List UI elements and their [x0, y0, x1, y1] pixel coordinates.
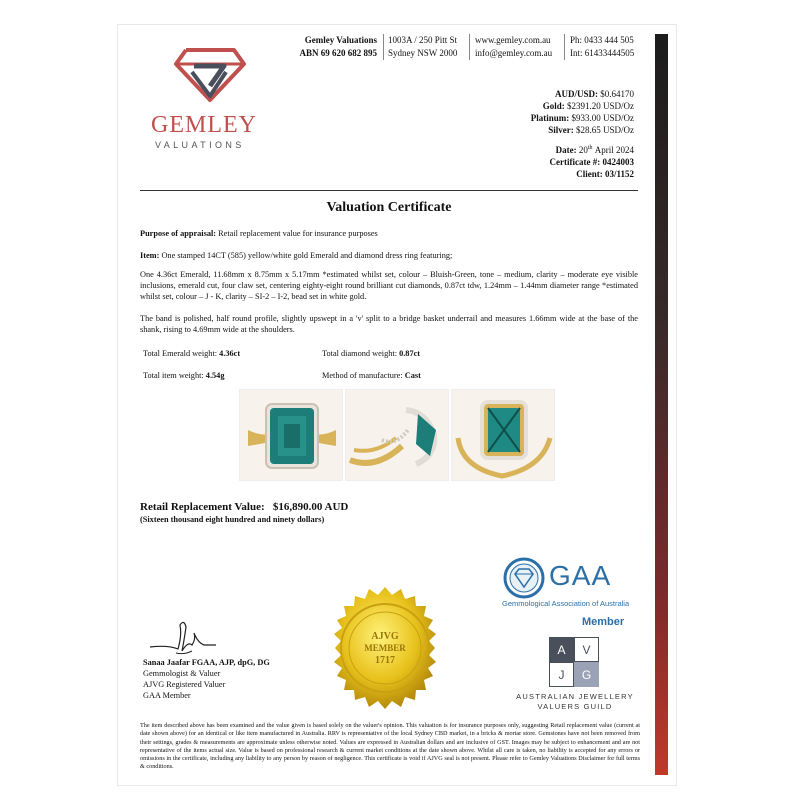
contact-web: [475, 34, 552, 60]
company-name: Gemley Valuations: [304, 35, 377, 45]
client-number: 03/1152: [604, 169, 634, 179]
seal-line-3: 1717: [375, 655, 395, 666]
silver-label: Silver:: [548, 125, 574, 135]
item-text: One stamped 14CT (585) yellow/white gold Emerald and diamond dress ring featuring;: [161, 251, 453, 260]
email-link[interactable]: info@gemley.com.au: [475, 48, 553, 58]
diamond-weight: [322, 349, 420, 358]
date-day: 20: [578, 145, 588, 155]
emerald-weight: [143, 349, 240, 358]
date-suffix: th: [587, 145, 593, 151]
ring-photo-back: [451, 389, 555, 481]
method-value: Cast: [404, 371, 421, 380]
signer-name: Sanaa Jaafar FGAA, AJP, dpG, DG: [143, 658, 270, 667]
retail-value-words: (Sixteen thousand eight hundred and ninety dollars): [140, 515, 325, 524]
item-weight-label: Total item weight:: [143, 371, 204, 380]
retail-value: [140, 501, 348, 513]
ajvg-logo: [549, 637, 599, 687]
certificate-meta: [550, 142, 634, 180]
emerald-weight-value: 4.36ct: [219, 349, 241, 358]
divider: [383, 34, 384, 60]
ajvg-name-line-1: AUSTRALIAN JEWELLERY: [516, 692, 634, 701]
seal-line-1: AJVG: [371, 631, 399, 642]
emerald-weight-label: Total Emerald weight:: [143, 349, 218, 358]
manufacture-method: [322, 371, 421, 380]
contact-phone: [570, 34, 634, 60]
signer-role-1: Gemmologist & Valuer: [143, 669, 221, 678]
website-link[interactable]: www.gemley.com.au: [475, 35, 551, 45]
item-weight-value: 4.54g: [205, 371, 225, 380]
logo-subtitle: VALUATIONS: [155, 140, 245, 150]
ajvg-letter-j: J: [549, 662, 574, 687]
date-label: Date:: [555, 145, 577, 155]
purpose-label: Purpose of appraisal:: [140, 229, 217, 238]
retail-value-label: Retail Replacement Value:: [140, 501, 265, 513]
edge-color-bar: [655, 34, 668, 775]
address-line-1: 1003A / 250 Pitt St: [388, 35, 458, 45]
certificate-number: 0424003: [602, 157, 634, 167]
date-rest: April 2024: [594, 145, 634, 155]
platinum-value: $933.00 USD/Oz: [571, 113, 634, 123]
divider: [469, 34, 470, 60]
aud-usd-value: $0.64170: [600, 89, 634, 99]
gold-value: $2391.20 USD/Oz: [567, 101, 634, 111]
certificate-label: Certificate #:: [549, 157, 601, 167]
diamond-weight-value: 0.87ct: [399, 349, 421, 358]
signer-role-2: AJVG Registered Valuer: [143, 680, 226, 689]
ajvg-letter-v: V: [574, 637, 599, 662]
client-label: Client:: [576, 169, 603, 179]
ajvg-name-line-2: VALUERS GUILD: [537, 702, 613, 711]
signature-image: [148, 615, 218, 657]
company-abn: ABN 69 620 682 895: [299, 48, 377, 58]
address-line-2: Sydney NSW 2000: [388, 48, 458, 58]
platinum-label: Platinum:: [530, 113, 570, 123]
contact-company: [293, 34, 377, 60]
seal-line-2: MEMBER: [364, 643, 406, 653]
retail-value-amount: $16,890.00 AUD: [272, 501, 349, 513]
gaa-diamond-icon: [502, 557, 546, 599]
intl-number: Int: 61433444505: [570, 48, 635, 58]
ajvg-gold-seal: [322, 585, 448, 711]
gold-label: Gold:: [542, 101, 565, 111]
header-rule: [140, 190, 638, 191]
certificate-title: Valuation Certificate: [326, 200, 452, 215]
contact-address: [388, 34, 457, 60]
gem-logo-icon: [172, 42, 248, 104]
item-weight: [143, 371, 224, 380]
silver-value: $28.65 USD/Oz: [576, 125, 634, 135]
purpose-text: Retail replacement value for insurance purposes: [218, 229, 378, 238]
logo-name: GEMLEY: [151, 112, 257, 138]
ring-photo-top: [239, 389, 343, 481]
phone-number: Ph: 0433 444 505: [570, 35, 634, 45]
gaa-logo-text: GAA: [549, 560, 612, 591]
purpose-line: [140, 228, 638, 239]
item-label: Item:: [140, 251, 160, 260]
disclaimer-text: The item described above has been examined and the value given is based solely on the valuer's opinion. This valuation is for insurance purposes only, suggesting Retail replacement value (current at date shown above) for an identical or like item manufactured in Australia. RRV is representative of the local Sydney CBD market, in a bricks & mortar store. Gemstones have not been removed from their settings, grades & measurements are approximate unless otherwise noted. Values are expressed in Australian dollars and are inclusive of GST. Images may be subject to enhancement and are not representative of the items actual size. Value is based on professional research & current market conditions at the date shown above. Whilst all care is taken, no liability is accepted for any errors or omissions in the certificate, including any liability to any person by reason of negligence. This certificate is void if AJVG seal is not present. Please refer to Gemley Valuations Disclaimer for full terms & conditions.: [140, 722, 640, 771]
ajvg-letter-a: A: [549, 637, 574, 662]
band-paragraph: The band is polished, half round profile, slightly upswept in a 'v' split to a bridge basket underrail and measures 1.66mm wide at the base of the shank, rising to 4.69mm wide at the shoulders.: [140, 314, 638, 334]
ring-photo-side: [345, 389, 449, 481]
aud-usd-label: AUD/USD:: [554, 89, 598, 99]
ajvg-letter-g: G: [574, 662, 599, 687]
method-label: Method of manufacture:: [322, 371, 403, 380]
signer-block: [143, 657, 270, 701]
item-line: [140, 250, 638, 261]
gaa-member-label: Member: [582, 616, 625, 628]
metal-rates: [531, 88, 634, 136]
description-paragraph: One 4.36ct Emerald, 11.68mm x 8.75mm x 5.17mm *estimated whilst set, colour – Bluish-Green, tone – medium, clarity – moderate eye visible inclusions, emerald cut, four claw set, centering eighty-eight round brilliant cut diamonds, 0.87ct tdw, 1.24mm – 1.44mm diameter range *estimated whilst set, colour – J - K, clarity – SI-2 – I-2, bead set in white gold.: [140, 270, 638, 301]
ajvg-name: [510, 692, 640, 712]
signer-role-3: GAA Member: [143, 691, 191, 700]
divider: [564, 34, 565, 60]
diamond-weight-label: Total diamond weight:: [322, 349, 397, 358]
gaa-subtitle: Gemmological Association of Australia: [502, 599, 630, 608]
